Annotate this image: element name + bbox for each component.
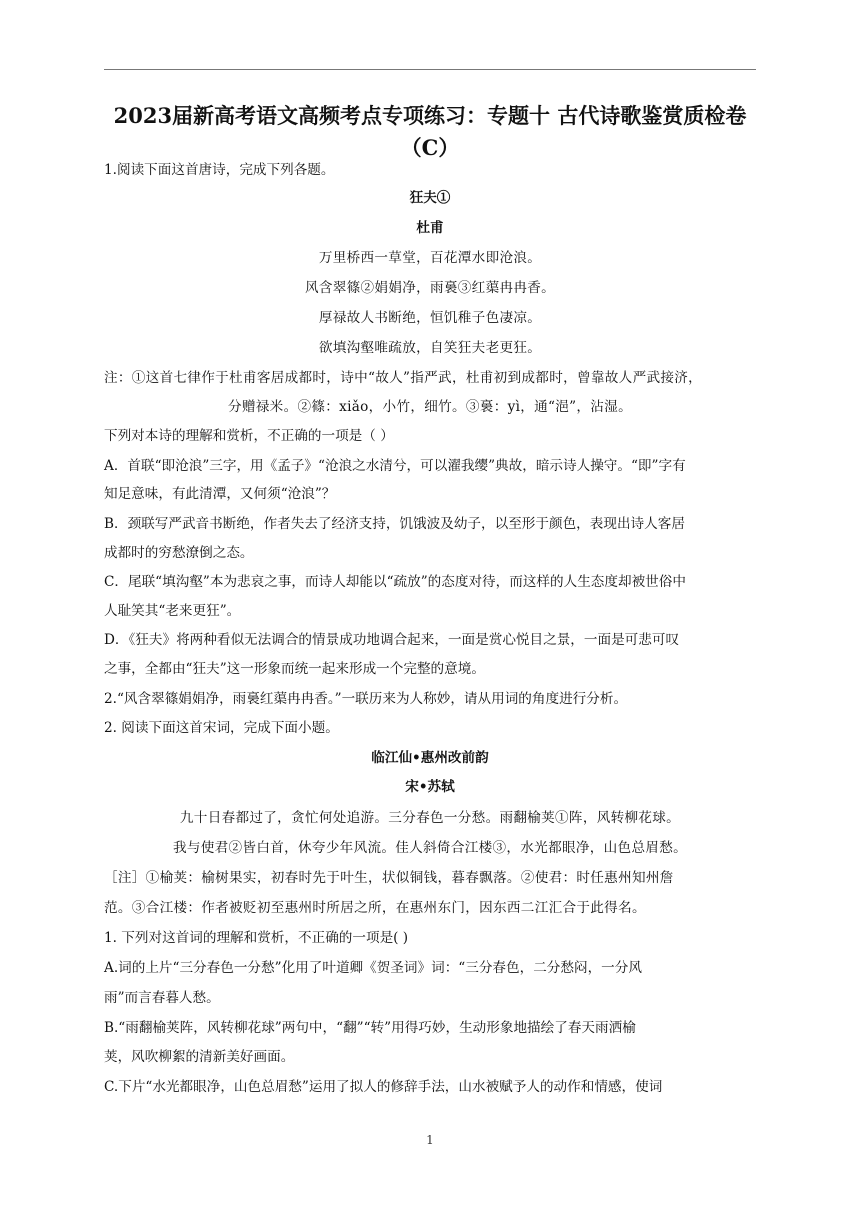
q1-option-d-line-1: D．《狂夫》将两种看似无法调合的情景成功地调合起来，一面是赏心悦目之景，一面是可悲可叹 [104,632,680,648]
q1-poem-line-4: 欲填沟壑唯疏放，自笑狂夫老更狂。 [318,340,542,356]
q2-option-b-line-2: 荚，风吹柳絮的清新美好画面。 [104,1049,295,1065]
page-number: 1 [426,1133,434,1147]
q2-intro: 2. 阅读下面这首宋词，完成下面小题。 [104,720,339,736]
q2-note-line-2: 范。③合江楼：作者被贬初至惠州时所居之所，在惠州东门，因东西二江汇合于此得名。 [104,900,646,916]
q1-option-a-line-2: 知足意味，有此清潭，又何须“沧浪”？ [104,486,336,502]
q1-intro: 1.阅读下面这首唐诗，完成下列各题。 [104,162,335,178]
page-title [104,100,756,164]
q2-poem-title: 临江仙•惠州改前韵 [371,750,489,766]
q1-option-c-line-2: 人耻笑其“老来更狂”。 [104,603,241,619]
q1-poem-author: 杜甫 [416,220,444,236]
q2-option-a-line-2: 雨”而言春暮人愁。 [104,990,220,1006]
q1-note-line-2: 分赠禄米。②篠：xiǎo，小竹，细竹。③裛：yì，通“浥”，沾湿。 [228,399,632,415]
q2-option-a-line-1: A.词的上片“三分春色一分愁”化用了叶道卿《贺圣词》词：“三分春色，二分愁闷，一分风 [104,960,642,976]
q1-option-b-line-2: 成都时的穷愁潦倒之态。 [104,545,254,561]
q1-poem-line-2: 风含翠篠②娟娟净，雨裛③红蕖冉冉香。 [304,280,556,296]
q1-question: 下列对本诗的理解和赏析，不正确的一项是（ ） [104,428,394,444]
q2-poem-line-1: 九十日春都过了，贪忙何处追游。三分春色一分愁。雨翻榆荚①阵，风转柳花球。 [179,810,681,826]
q2-option-b-line-1: B.“雨翻榆荚阵，风转柳花球”两句中，“翻”“转”用得巧妙，生动形象地描绘了春天雨洒榆 [104,1020,636,1036]
q1-option-a-line-1: A．首联“即沧浪”三字，用《孟子》“沧浪之水清兮，可以濯我缨”典故，暗示诗人操守。“即”字有 [104,458,686,474]
q1-note-line-1: 注：①这首七律作于杜甫客居成都时，诗中“故人”指严武，杜甫初到成都时，曾靠故人严武接济， [104,370,703,386]
title-line-1: 2023届新高考语文高频考点专项练习：专题十 古代诗歌鉴赏质检卷 [113,103,747,128]
q1-poem-line-3: 厚禄故人书断绝，恒饥稚子色凄凉。 [318,310,542,326]
q2-poem-line-2: 我与使君②皆白首，休夸少年风流。佳人斜倚合江楼③，水光都眼净，山色总眉愁。 [172,840,688,856]
q2-note-line-1: ［注］①榆荚：榆树果实，初春时先于叶生，状似铜钱，暮春飘落。②使君：时任惠州知州詹 [104,870,674,886]
q2-option-c-line-1: C.下片“水光都眼净，山色总眉愁”运用了拟人的修辞手法，山水被赋予人的动作和情感，使词 [104,1079,663,1095]
q1-option-d-line-2: 之事，全都由“狂夫”这一形象而统一起来形成一个完整的意境。 [104,661,485,677]
q1-poem-title: 狂夫① [409,190,451,206]
header-rule [104,69,756,70]
q1-question-2: 2.“风含翠篠娟娟净，雨裛红蕖冉冉香。”一联历来为人称妙，请从用词的角度进行分析。 [104,691,628,707]
q2-poem-author: 宋•苏轼 [405,779,455,795]
title-line-2: （C） [400,135,460,160]
q1-option-c-line-1: C．尾联“填沟壑”本为悲哀之事，而诗人却能以“疏放”的态度对待，而这样的人生态度却被世俗中 [104,574,686,590]
q2-question: 1. 下列对这首词的理解和赏析，不正确的一项是( ) [104,930,409,946]
q1-poem-line-1: 万里桥西一草堂，百花潭水即沧浪。 [318,250,542,266]
q1-option-b-line-1: B．颈联写严武音书断绝，作者失去了经济支持，饥饿波及幼子，以至形于颜色，表现出诗人客居 [104,516,685,532]
